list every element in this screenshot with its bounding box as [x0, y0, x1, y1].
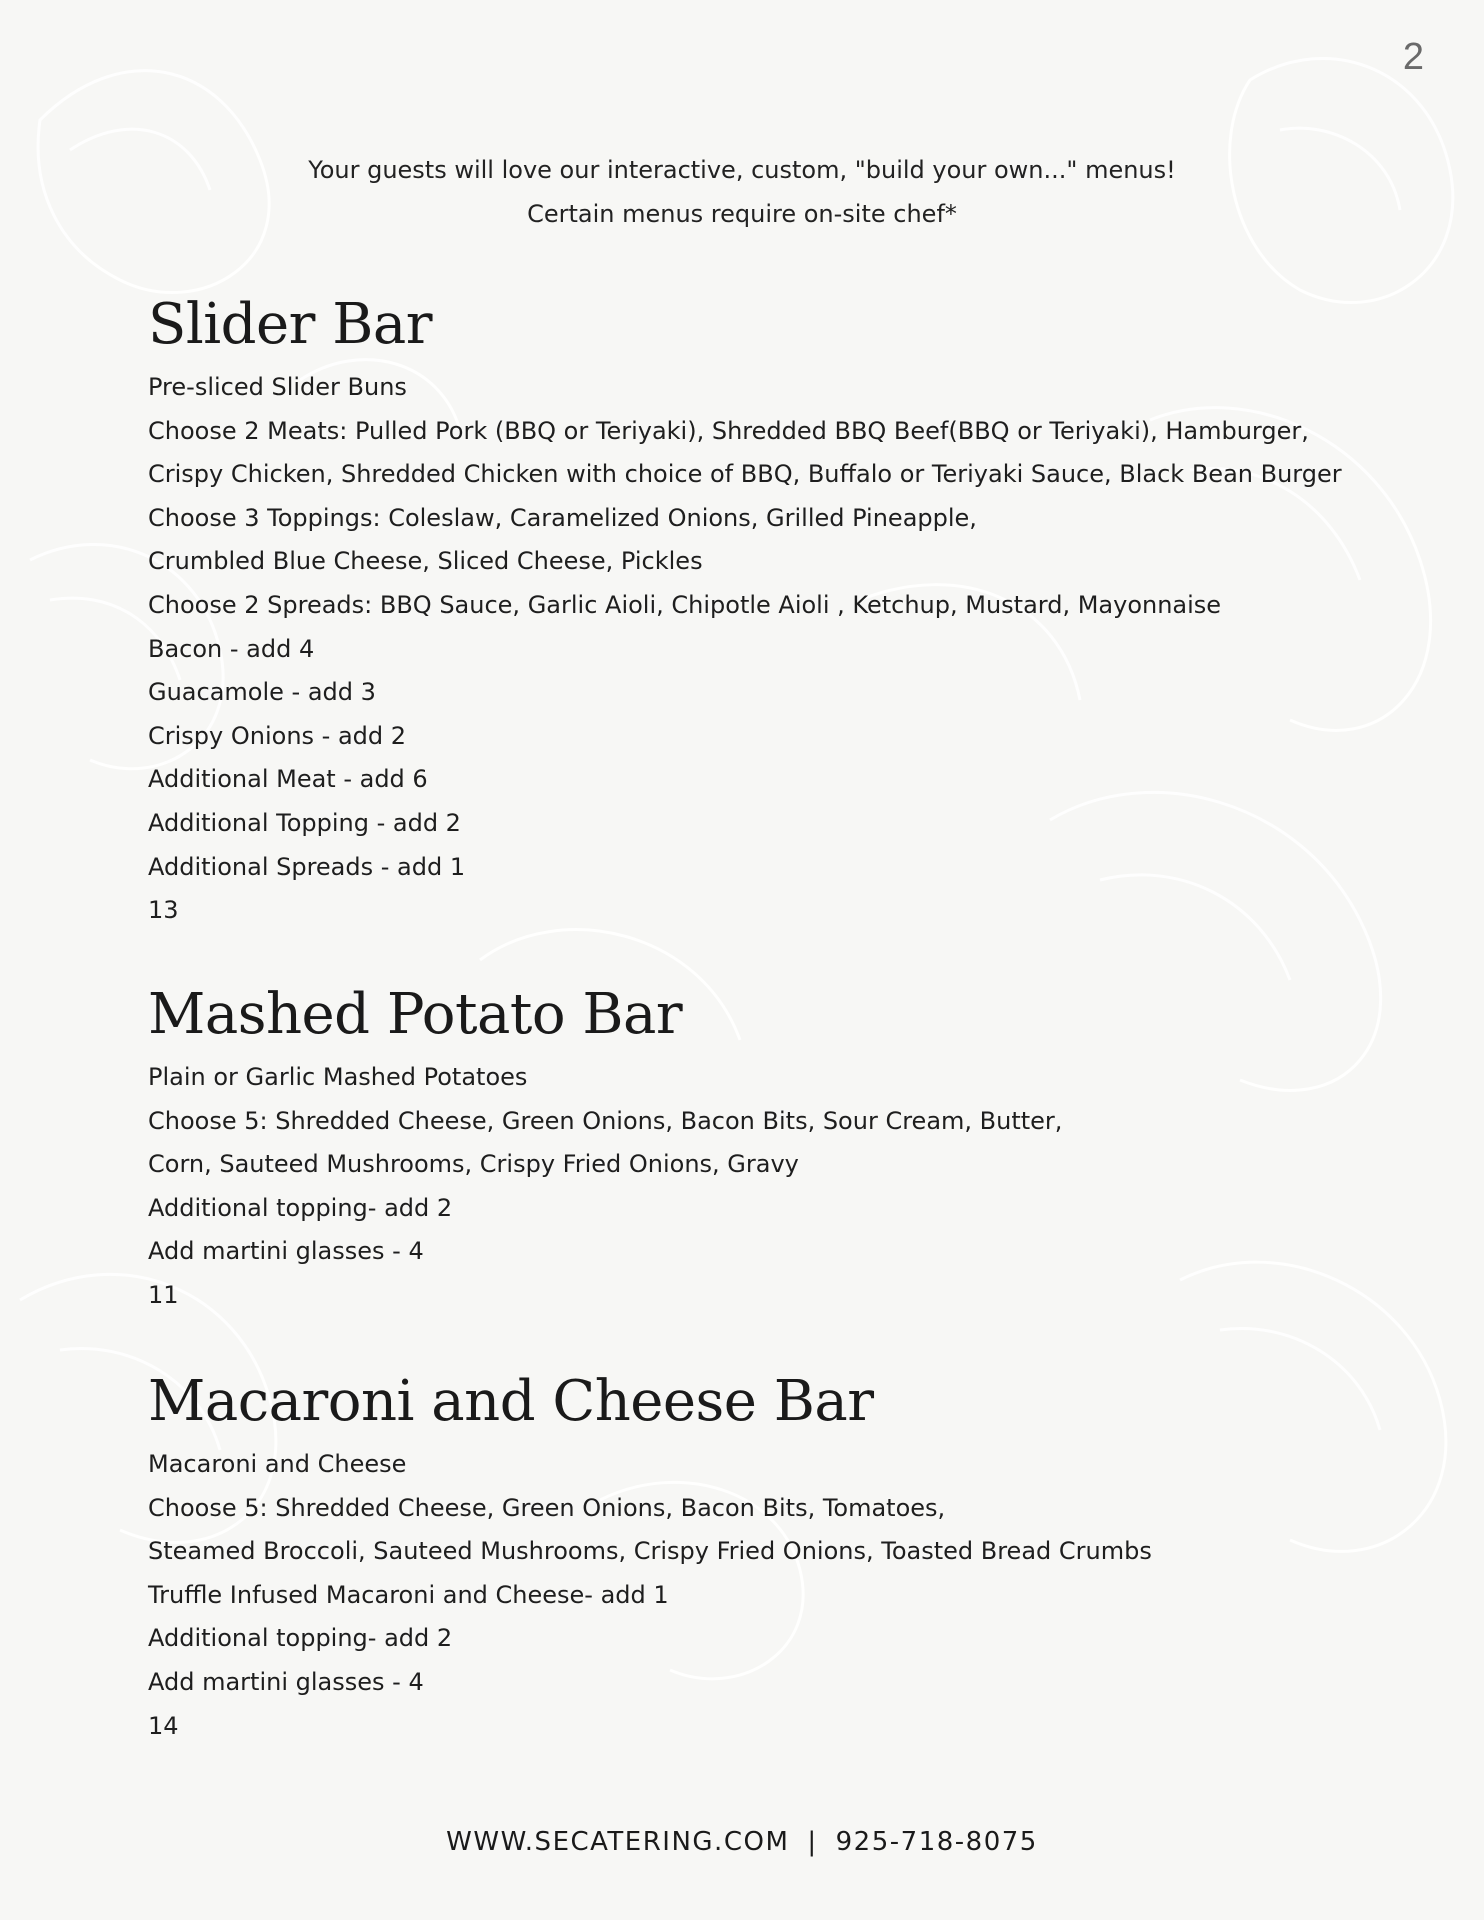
menu-item: Additional Spreads - add 1 [148, 852, 466, 881]
footer-separator: | [807, 1827, 818, 1857]
intro-line-1: Your guests will love our interactive, custom, "build your own..." menus! [308, 156, 1176, 184]
menu-item: Corn, Sauteed Mushrooms, Crispy Fried Onions, Gravy [148, 1150, 799, 1179]
menu-item: Plain or Garlic Mashed Potatoes [148, 1063, 528, 1091]
menu-item: Crispy Onions - add 2 [148, 721, 407, 750]
menu-item: Add martini glasses - 4 [148, 1667, 424, 1696]
phone-number[interactable]: 925-718-8075 [835, 1827, 1038, 1857]
slider-bar-section [148, 290, 1448, 933]
menu-item: Choose 3 Toppings: Coleslaw, Caramelized Onions, Grilled Pineapple, [148, 503, 977, 532]
menu-item: Add martini glasses - 4 [148, 1237, 424, 1266]
menu-item: Pre-sliced Slider Buns [148, 373, 407, 401]
menu-item: Truffle Infused Macaroni and Cheese- add 1 [148, 1580, 669, 1609]
macaroni-and-cheese-bar-section [148, 1367, 1448, 1748]
menu-item: Choose 5: Shredded Cheese, Green Onions, Bacon Bits, Tomatoes, [148, 1493, 946, 1522]
footer-contact [0, 1827, 1484, 1857]
section-price: 13 [148, 896, 179, 925]
section-title: Slider Bar [148, 292, 433, 357]
page-number: 2 [1402, 36, 1424, 78]
menu-item: Crispy Chicken, Shredded Chicken with choice of BBQ, Buffalo or Teriyaki Sauce, Black Bean Burger [148, 460, 1342, 489]
menu-item: Choose 5: Shredded Cheese, Green Onions, Bacon Bits, Sour Cream, Butter, [148, 1106, 1063, 1135]
menu-item: Crumbled Blue Cheese, Sliced Cheese, Pickles [148, 547, 703, 576]
section-title: Mashed Potato Bar [148, 982, 683, 1047]
menu-item: Additional Meat - add 6 [148, 765, 428, 794]
menu-item: Choose 2 Spreads: BBQ Sauce, Garlic Aioli, Chipotle Aioli , Ketchup, Mustard, Mayonnaise [148, 590, 1222, 619]
menu-item: Choose 2 Meats: Pulled Pork (BBQ or Teriyaki), Shredded BBQ Beef(BBQ or Teriyaki), Hamburger, [148, 416, 1309, 445]
section-title: Macaroni and Cheese Bar [148, 1369, 874, 1434]
intro-line-2: Certain menus require on-site chef* [527, 200, 957, 228]
menu-item: Macaroni and Cheese [148, 1450, 407, 1478]
menu-item: Additional Topping - add 2 [148, 808, 461, 837]
website-link[interactable]: WWW.SECATERING.COM [446, 1827, 790, 1857]
intro-text [0, 148, 1484, 236]
section-price: 11 [148, 1280, 179, 1309]
section-price: 14 [148, 1711, 179, 1740]
menu-item: Additional topping- add 2 [148, 1624, 453, 1653]
menu-item: Guacamole - add 3 [148, 678, 376, 707]
menu-item: Additional topping- add 2 [148, 1193, 453, 1222]
menu-item: Bacon - add 4 [148, 634, 315, 663]
menu-item: Steamed Broccoli, Sauteed Mushrooms, Crispy Fried Onions, Toasted Bread Crumbs [148, 1537, 1152, 1566]
mashed-potato-bar-section [148, 980, 1448, 1318]
